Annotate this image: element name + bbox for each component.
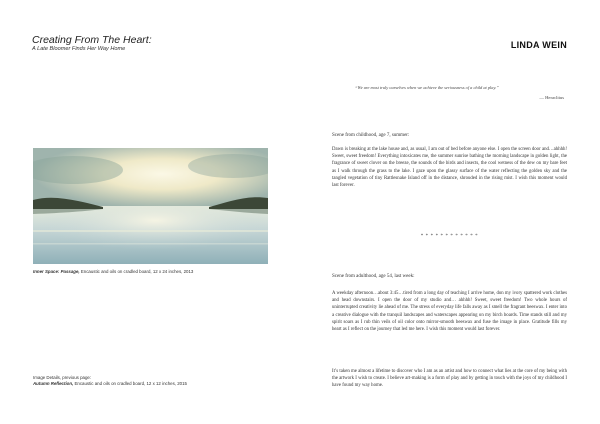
epigraph-attribution: — Heraclitus bbox=[539, 95, 564, 100]
section-label-adulthood: Scene from adulthood, age 54, last week: bbox=[332, 274, 415, 279]
painting-caption-details: Encaustic and oils on cradled board, 12 x 24 inches, 2013 bbox=[79, 269, 194, 274]
book-title: Creating From The Heart: bbox=[32, 34, 152, 46]
section-label-childhood: Scene from childhood, age 7, summer: bbox=[332, 133, 410, 138]
paragraph-adulthood: A weekday afternoon…about 3:45…tired from a long day of teaching I arrive home, don my ivory spattered work clothes and head downstairs. I open the door of my studio and… ahhhh! Sweet, sweet freedom! Two whole hours of uninterrupted creativity lie ahead of me. The stress of everyday life falls away as I smell the fragrant beeswax. I enter into a creative dialogue with the tranquil landscapes and waterscapes appearing on my birch boards. Time stands still and my spirit soars as I rub thin veils of oil color onto mirror-smooth beeswax and fuse the image in place. Gratitude fills my heart as I reflect on the journey that led me here. I wish this moment would last forever. bbox=[332, 291, 567, 333]
paragraph-conclusion: It’s taken me almost a lifetime to discover who I am as an artist and how to connect what lies at the core of my being with the artwork I wish to create. I believe art-making is a form of play and by getting in touch with the joys of my childhood I have found my way home. bbox=[332, 369, 567, 389]
painting-caption-title: Inner Space: Passage, bbox=[33, 269, 80, 274]
previous-image-label: Image Details, previous page: bbox=[33, 375, 92, 380]
painting-caption bbox=[33, 269, 193, 274]
painting-inner-space-passage bbox=[33, 148, 268, 264]
previous-image-title: Autumn Reflection, bbox=[33, 381, 74, 386]
paragraph-childhood: Dawn is breaking at the lake house and, as usual, I am out of bed before anyone else. I open the screen door and…ahhhh! Sweet, sweet freedom! Everything intoxicates me, the summer sunrise bathing the morning landscape in golden light, the fragrance of sweet clover on the breeze, the sounds of the birds and insects, the cool wetness of the dew on my bare feet as I walk through the grass to the lake. I gaze upon the glassy surface of the water reflecting the golden sky and the tangled vegetation of tiny Rattlesnake Island off in the distance, shrouded in the rising mist. I wish this moment would last forever. bbox=[332, 147, 567, 189]
book-subtitle: A Late Bloomer Finds Her Way Home bbox=[32, 46, 126, 52]
epigraph-quote: “We are most truly ourselves when we achieve the seriousness of a child at play.” bbox=[355, 85, 499, 90]
section-divider: * * * * * * * * * * * * bbox=[420, 234, 479, 239]
previous-image-details bbox=[33, 375, 187, 387]
right-page bbox=[300, 0, 600, 424]
author-name: LINDA WEIN bbox=[510, 40, 567, 50]
painting-image bbox=[33, 148, 268, 264]
previous-image-details-text: Encaustic and oils on cradled board, 12 x 12 inches, 2015 bbox=[73, 381, 187, 386]
